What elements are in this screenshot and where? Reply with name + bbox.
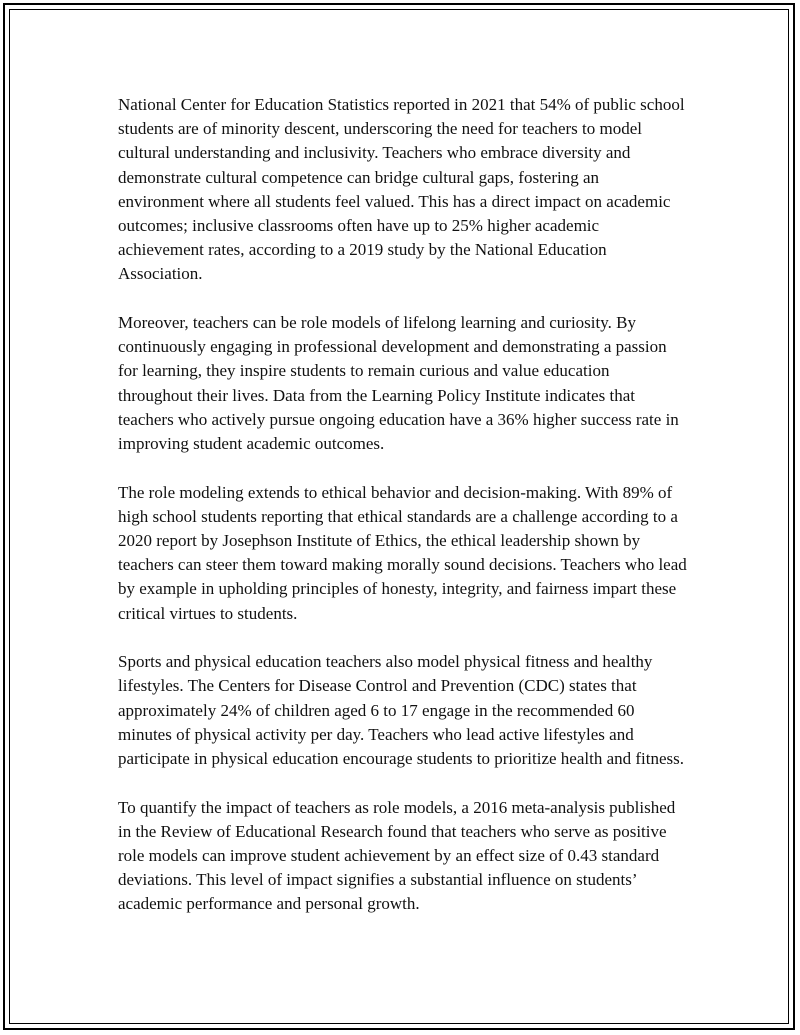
paragraph-physical-fitness: Sports and physical education teachers also model physical fitness and healthy lifestyles. The Centers for Disease Control and Prevention (CDC) states that approximately 24% of children aged 6 to 17 engage in the recommended 60 minutes of physical activity per day. Teachers who lead active lifestyles and participate in physical education encourage students to prioritize health and fitness. bbox=[118, 652, 685, 769]
paragraph-ethical-behavior: The role modeling extends to ethical behavior and decision-making. With 89% of high school students reporting that ethical standards are a challenge according to a 2020 report by Josephson Institute of Ethics, the ethical leadership shown by teachers can steer them toward making morally sound decisions. Teachers who lead by example in upholding principles of honesty, integrity, and fairness impart these critical virtues to students. bbox=[118, 482, 687, 623]
paragraph-cultural-inclusivity: National Center for Education Statistics reported in 2021 that 54% of public school students are of minority descent, underscoring the need for teachers to model cultural understanding and inclusivity. Teachers who embrace diversity and demonstrate cultural competence can bridge cultural gaps, fostering an environment where all students feel valued. This has a direct impact on academic outcomes; inclusive classrooms often have up to 25% higher academic achievement rates, according to a 2019 study by the National Education Association. bbox=[118, 95, 685, 284]
document-body bbox=[118, 93, 688, 941]
paragraph-quantified-impact: To quantify the impact of teachers as role models, a 2016 meta-analysis published in the Review of Educational Research found that teachers who serve as positive role models can improve student achievement by an effect size of 0.43 standard deviations. This level of impact signifies a substantial influence on students’ academic performance and personal growth. bbox=[118, 797, 676, 914]
paragraph-lifelong-learning: Moreover, teachers can be role models of lifelong learning and curiosity. By continuously engaging in professional development and demonstrating a passion for learning, they inspire students to remain curious and value education throughout their lives. Data from the Learning Policy Institute indicates that teachers who actively pursue ongoing education have a 36% higher success rate in improving student academic outcomes. bbox=[118, 313, 679, 454]
